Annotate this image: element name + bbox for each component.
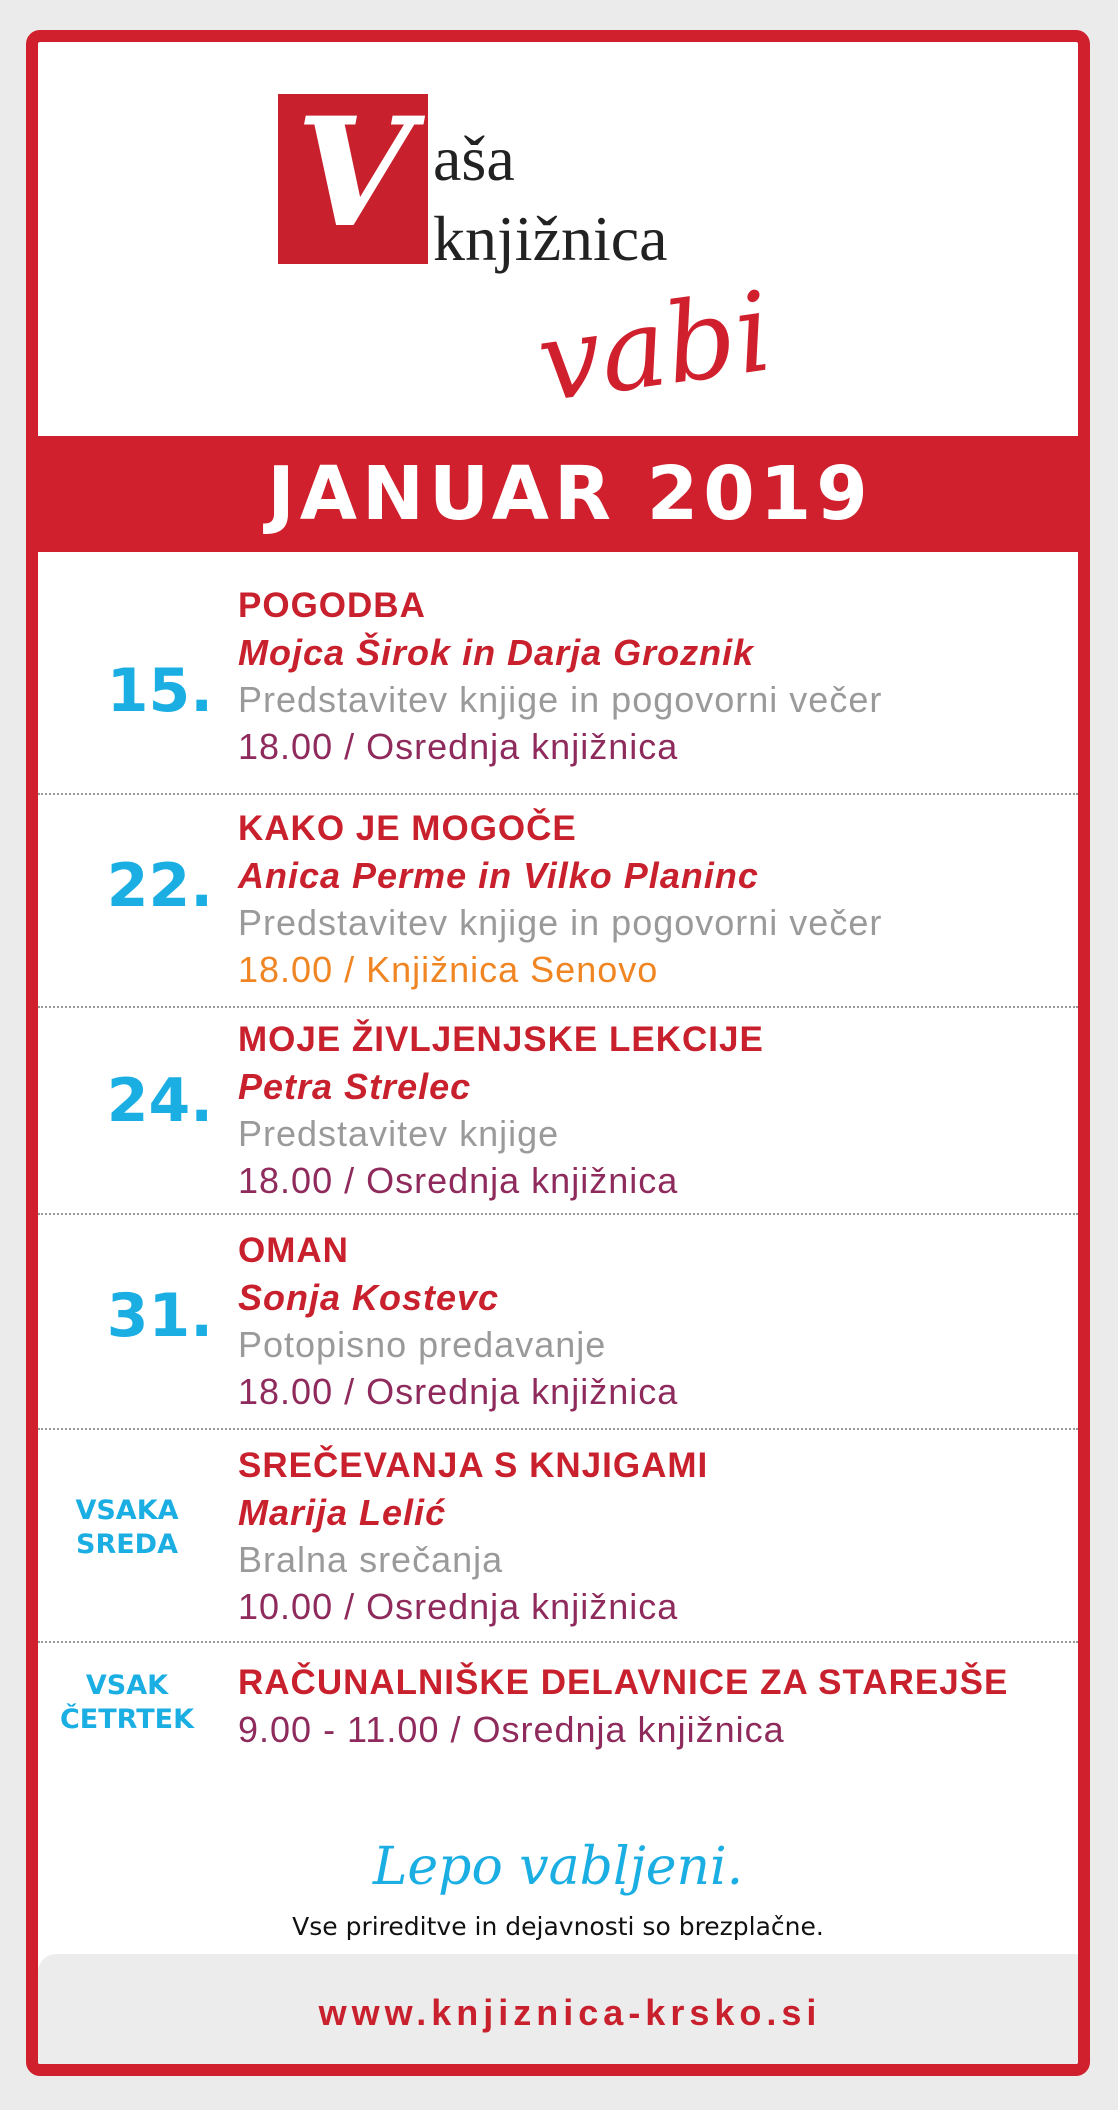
event-description: Predstavitev knjige in pogovorni večer — [238, 902, 883, 943]
event-time-location: 10.00 / Osrednja knjižnica — [238, 1586, 679, 1627]
event-description: Predstavitev knjige — [238, 1113, 560, 1154]
logo-emblem — [278, 85, 428, 264]
event-list — [38, 582, 1078, 1763]
event-author: Anica Perme in Vilko Planinc — [238, 855, 759, 896]
event-title: OMAN — [238, 1231, 349, 1270]
event-time-location: 18.00 / Osrednja knjižnica — [238, 1371, 679, 1412]
event-date: 22. — [106, 851, 213, 921]
event-title: MOJE ŽIVLJENJSKE LEKCIJE — [238, 1020, 764, 1059]
event-item — [38, 1643, 1078, 1763]
logo-text-line1: aša — [433, 123, 515, 194]
event-date: 15. — [106, 656, 213, 726]
event-title: KAKO JE MOGOČE — [238, 809, 577, 848]
event-recurrence-line1: VSAKA — [75, 1495, 179, 1526]
free-events-note: Vse prireditve in dejavnosti so brezplačne. — [292, 1912, 824, 1941]
event-author: Marija Lelić — [238, 1492, 447, 1533]
event-description: Bralna srečanja — [238, 1539, 504, 1580]
event-recurrence-line2: ČETRTEK — [59, 1704, 195, 1735]
event-time-location: 9.00 - 11.00 / Osrednja knjižnica — [238, 1709, 785, 1750]
event-item — [38, 1215, 1078, 1430]
event-author: Sonja Kostevc — [238, 1277, 500, 1318]
event-date: 31. — [106, 1281, 213, 1351]
event-recurrence — [38, 1494, 216, 1562]
event-time-location: 18.00 / Osrednja knjižnica — [238, 726, 679, 767]
event-time-location: 18.00 / Knjižnica Senovo — [238, 949, 659, 990]
library-logo — [38, 42, 1078, 432]
event-time-location: 18.00 / Osrednja knjižnica — [238, 1160, 679, 1201]
event-item — [38, 1008, 1078, 1215]
event-author: Petra Strelec — [238, 1066, 472, 1107]
month-banner: JANUAR 2019 — [38, 436, 1090, 552]
event-recurrence — [38, 1669, 216, 1737]
event-recurrence-line1: VSAK — [85, 1670, 169, 1701]
event-title: SREČEVANJA S KNJIGAMI — [238, 1446, 709, 1485]
greeting-script: Lepo vabljeni. — [372, 1837, 744, 1897]
logo-initial: V — [296, 85, 413, 261]
event-recurrence-line2: SREDA — [76, 1529, 178, 1560]
event-description: Potopisno predavanje — [238, 1324, 607, 1365]
event-title: POGODBA — [238, 586, 426, 625]
poster-card — [26, 30, 1090, 2076]
website-url[interactable]: www.knjiznica-krsko.si — [38, 1954, 1090, 2076]
event-item — [38, 582, 1078, 795]
logo-text-line2: knjižnica — [433, 203, 668, 274]
event-author: Mojca Širok in Darja Groznik — [238, 632, 755, 673]
event-title: RAČUNALNIŠKE DELAVNICE ZA STAREJŠE — [238, 1663, 1009, 1702]
event-description: Predstavitev knjige in pogovorni večer — [238, 679, 883, 720]
event-item — [38, 1430, 1078, 1643]
event-date: 24. — [106, 1066, 213, 1136]
logo-script-vabi: vabi — [530, 267, 780, 427]
event-item — [38, 795, 1078, 1008]
